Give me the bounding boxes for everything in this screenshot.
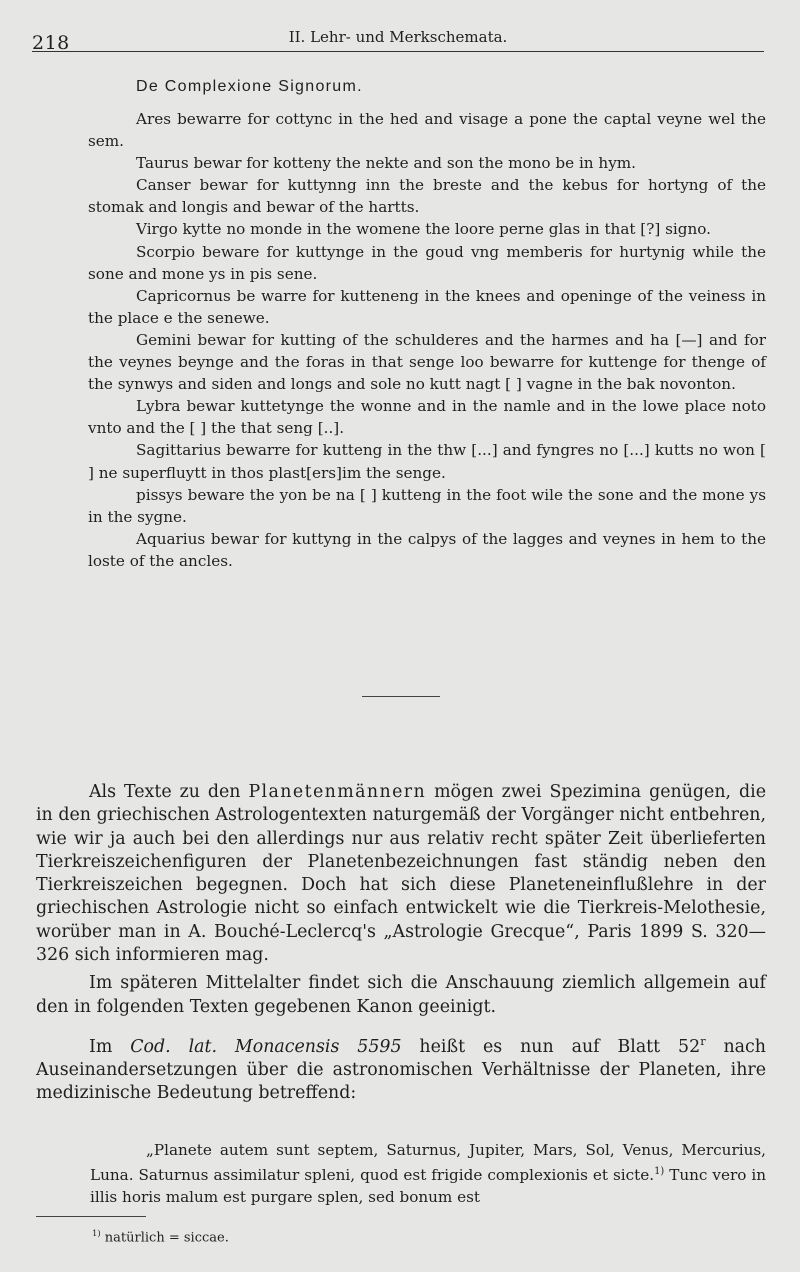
codex-title: Cod. lat. Monacensis 5595 — [130, 1036, 402, 1057]
footnote — [92, 1228, 229, 1245]
paragraph-pisces: pissys beware the yon be na [ ] kutteng in the foot wile the sone and the mone ys in the sygne. — [88, 485, 766, 526]
paragraph-mittelalter: Im späteren Mittelalter findet sich die Anschauung ziemlich allgemein auf den in folgenden Texten gegebenen Kanon geeinigt. — [36, 973, 766, 1017]
paragraph-planetenmaenner — [36, 781, 766, 967]
text-run: nach Auseinandersetzungen über die astronomischen Verhältnisse der Planeten, ihre medizinische Bedeutung betreffend: — [36, 1036, 766, 1104]
text-run: Im — [89, 1036, 131, 1057]
header-rule — [32, 51, 764, 52]
latin-paragraph — [90, 1139, 766, 1208]
text-run: Als Texte zu den — [89, 782, 249, 802]
paragraph-virgo: Virgo kytte no monde in the womene the loore perne glas in that [?] signo. — [136, 220, 711, 239]
spaced-term: Planetenmännern — [248, 782, 427, 802]
latin-quotation — [90, 1139, 766, 1208]
paragraph-gemini: Gemini bewar for kutting of the schulderes and the harmes and ha [—] and for the veynes beynge and the foras in that senge loo bewarre for kuttenge for thenge of the synwys and siden and longs and sole no kutt nagt [ ] vagne in the bak novonton. — [88, 330, 766, 394]
footnote-text: natürlich = siccae. — [100, 1230, 229, 1246]
text-run: mögen zwei Spezimina genügen, die in den griechischen Astrologentexten naturgemäß der Vorgänger nicht entbehren, wie wir ja auch bei den allerdings nur aus relativ recht später Zeit überlieferten Tierkreiszeichenfiguren der Planetenbezeichnungen fast ständig neben den Tierkreiszeichen begegnen. Doch hat sich diese Planeteneinflußlehre in der griechischen Astrologie nicht so einfach entwickelt wie die Tierkreis-Melothesie, worüber man in A. Bouché-Leclercq's „Astrologie Grecque“, Paris 1899 S. 320—326 sich informieren mag. — [36, 782, 766, 966]
paragraph-sagittarius: Sagittarius bewarre for kutteng in the thw [...] and fyngres no [...] kutts no won [ ] ne superfluytt in thos plast[ers]im the senge. — [88, 441, 766, 482]
running-head: II. Lehr- und Merkschemata. — [288, 28, 508, 46]
section-title: De Complexione Signorum. — [136, 78, 363, 95]
text-run: „Planete autem sunt septem, Saturnus, Jupiter, Mars, Sol, Venus, Mercurius, Luna. Saturnus assimilatur spleni, quod est frigide complexionis et sicte. — [90, 1141, 766, 1185]
paragraph-codex — [36, 1030, 766, 1106]
paragraph-taurus: Taurus bewar for kotteny the nekte and son the mono be in hym. — [136, 154, 636, 173]
paragraph-capricornus: Capricornus be warre for kutteneng in the knees and openinge of the veiness in the place e the senewe. — [88, 286, 766, 327]
footnote-marker: 1) — [92, 1228, 101, 1238]
paragraph-cancer: Canser bewar for kuttynng inn the breste and the kebus for hortyng of the stomak and longis and bewar of the hartts. — [88, 176, 766, 217]
paragraph-aries: Ares bewarre for cottync in the hed and visage a pone the captal veyne wel the sem. — [88, 110, 766, 151]
page-header — [32, 28, 764, 54]
page-number: 218 — [32, 32, 70, 54]
middle-english-text — [88, 108, 766, 572]
section-divider — [362, 696, 440, 697]
footnote-reference: 1) — [654, 1166, 665, 1177]
paragraph-aquarius: Aquarius bewar for kuttyng in the calpys of the lagges and veynes in hem to the loste of the ancles. — [88, 529, 766, 570]
folio-recto: r — [700, 1034, 706, 1048]
german-text — [36, 781, 766, 1106]
paragraph-libra: Lybra bewar kuttetynge the wonne and in the namle and in the lowe place noto vnto and the [ ] the that seng [..]. — [88, 397, 766, 438]
text-run: Tunc vero in illis horis malum est purgare splen, sed bonum est — [90, 1166, 767, 1207]
paragraph-scorpio: Scorpio beware for kuttynge in the goud vng memberis for hurtynig while the sone and mone ys in pis sene. — [88, 242, 766, 283]
text-run: heißt es nun auf Blatt 52 — [401, 1036, 701, 1057]
footnote-rule — [36, 1216, 146, 1217]
